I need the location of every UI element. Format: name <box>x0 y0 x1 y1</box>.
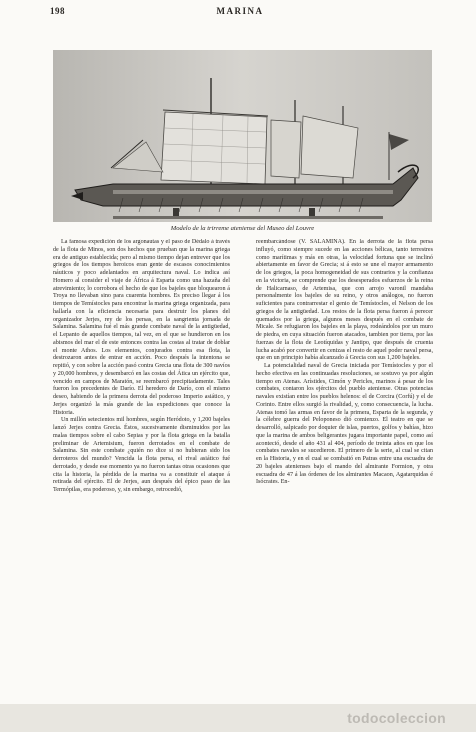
trireme-illustration <box>53 50 432 222</box>
main-sail <box>161 112 267 184</box>
second-sail <box>271 120 301 178</box>
page-number: 198 <box>50 6 65 16</box>
gunwale <box>113 190 393 194</box>
trireme-engraving <box>53 50 432 222</box>
paragraph: reembarcándose (V. SALAMINA). En la derrota de la flota persa influyó, como siempre sucede en las acciones bélicas, tanto terrestres como marítimas y más en otras, la velocidad fortuna que se inclinó abiertamente en favor de Grecia; si á esto se une el mayor armamento de los griegos, la poca homogeneidad de sus contrarios y la confianza en la victoria, se comprende que los desesperados esfuerzos de la reina de Halicarnaso, de Artemisa, que con arrojo varonil mandaba personalmente los bajeles de su reino, y otros análogos, no fueron suficientes para contrarrestar el genio de Temístocles, el Nelson de los griegos de la antigüedad. Los restos de la flota persa fueron á perecer quemados por la griega, algunos meses después en el combate de Micale. Se refugiaron los bajeles en la playa, rodeándolos por un muro de piedra, en cuya situación fueron atacados, tambien por tierra, por las fuerzas de la flota de Leotíquidas y Jantipo, que después de cruenta lucha acabó por convertir en cenizas el resto de aquel poder naval persa, que en un principio había alcanzado á Grecia con sus 1,200 bajeles. <box>256 239 433 362</box>
display-stand <box>113 216 383 219</box>
text-column-left <box>53 239 230 711</box>
page-header <box>50 6 430 20</box>
figure-caption: Modelo de la trirreme ateniense del Museo del Louvre <box>170 225 315 232</box>
paragraph: Un millón setecientos mil hombres, según Heródoto, y 1,200 bajeles lanzó Jerjes contra Grecia. Éstos, sucesivamente disminuidos por las malas tiempos sobre el cabo Sepias y por la flota griega en la batalla preliminar de Artemisium, fueron derrotados en el combate de Salamina. Sin este combate ¿quién no dice si no hubieran sido los derroteros del mundo? Vencida la flota persa, el rival asiático fué derrotado, y desde ese momento ya no fueron tantas otras ocasiones que cita la historia, la pérdida de la marina va a constituir el ataque á retirada del ejército. El de Jerjes, aun después del épico paso de las Termópilas, era poderoso, y, sin embargo, retrocedió, <box>53 417 230 493</box>
paragraph: La famosa expedición de los argonautas y el paso de Dédalo á través de la flota de Minos, son dos hechos que prueban que la marina griega era de antiguo establecida; pero al mismo tiempo dejan entrever que los griegos de los tiempos heroicos eran gente de escasos conocimientos náuticos y poco adelantados en arquitectura naval. Lo indica así Homero al consider el viaje de África á Esparta como una hazaña del atrevimiento; lo corrobora el hecho de que los bajeles que bloquearon á Troya no llevaban sino para cuarenta hombres. Es preciso llegar á los tiempos de Temístocles para encontrar la marina griega organizada, para hallarla con la eficiencia necesaria para destruir los planes del organizador Jerjes, rey de los persas, en la sangrienta jornada de Salamina. Salamina fué el más grande combate naval de la antigüedad, el Lepanto de aquellos tiempos, tal vez, en el que se hundieron en los abismos del mar el de este entonces contra las costas al tratar de doblar el monte Athos. Los elementos, conjurados contra esa flota, la destrozaron antes de entrar en acción. Poco después la intentona se repitió, y con sobre la acción pasó contra Grecia una flota de 300 navíos y 20,000 hombres, y desembarcó en las costas del Ática un ejército que, vencido en campos de Maratón, se reembarcó precipitadamente. Tales fueron los precedentes de Darío. El heredero de Darío, con el mismo deseo, habiendo de la primera derrota del poderoso Imperio asiático, y Jerjes organizó la más grande de las expediciones que conoce la Historia. <box>53 239 230 416</box>
running-title: MARINA <box>216 6 264 16</box>
watermark: todocoleccion <box>347 710 446 726</box>
text-column-right <box>256 239 433 711</box>
paragraph: La potencialidad naval de Grecia iniciada por Temístocles y por el hecho efectiva en las continuadas resoluciones, se sostuvo ya por algún tiempo en Atenas. Arístides, Cimón y Pericles, marinos á pesar de los combates, contaron los ejércitos del pueblo ateniense. Otras potencias navales existían entre los pueblos helenos: el de Corcira (Corfú) y el de Corinto. Entre ellos surgió la rivalidad, y, como consecuencia, la lucha. Atenas tomó las armas en favor de la primera, Esparta de la segunda, y la célebre guerra del Peloponeso dió comienzo. El teatro en que se desarrolló, salpicado por doquier de islas, puertos, golfos y bahías, hizo que la marina de ambos beligerantes jugara importante papel, como así aconteció, desde el año 431 al 404, período de treinta años en que los combates navales se sucedieron. El primero de la serie, al cual se citan en la Historia, y en el cual se combatió en Patras entre una escuadra de 20 bajeles atenienses bajo el mando del almirante Formion, y otra escuadra de 47 á las órdenes de los almirantes Macaon, Agatarquidas é Isócrates. En- <box>256 363 433 486</box>
